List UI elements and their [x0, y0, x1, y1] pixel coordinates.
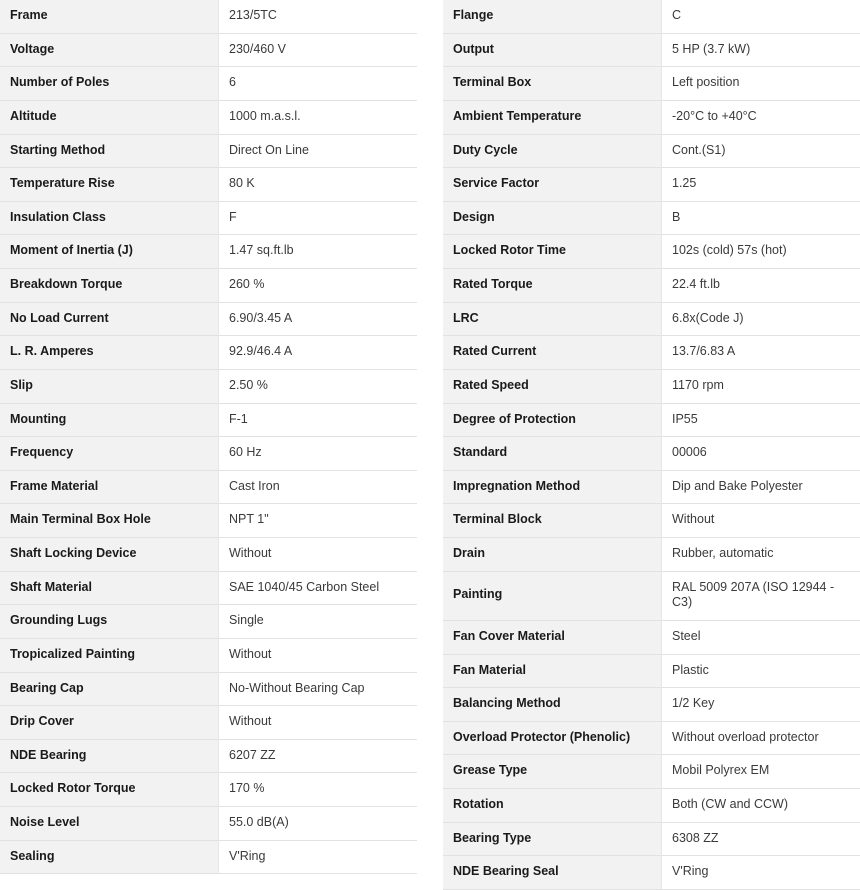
spec-value: Rubber, automatic	[662, 538, 860, 572]
spec-value: F-1	[219, 403, 418, 437]
spec-value: Dip and Bake Polyester	[662, 470, 860, 504]
spec-value: -20°C to +40°C	[662, 100, 860, 134]
spec-label: Shaft Material	[0, 571, 219, 605]
spec-value: 00006	[662, 437, 860, 471]
spec-value: 13.7/6.83 A	[662, 336, 860, 370]
specifications-table-left-body	[0, 0, 417, 874]
spec-value: 102s (cold) 57s (hot)	[662, 235, 860, 269]
spec-label: Drip Cover	[0, 706, 219, 740]
spec-label: Output	[443, 33, 662, 67]
spec-label: Shaft Locking Device	[0, 538, 219, 572]
spec-value: Without	[219, 706, 418, 740]
spec-value: V'Ring	[662, 856, 860, 890]
table-row	[443, 688, 860, 722]
table-row	[0, 672, 417, 706]
spec-label: Number of Poles	[0, 67, 219, 101]
spec-label: Starting Method	[0, 134, 219, 168]
spec-value: 60 Hz	[219, 437, 418, 471]
table-row	[0, 470, 417, 504]
table-row	[443, 0, 860, 33]
table-row	[443, 134, 860, 168]
spec-value: Plastic	[662, 654, 860, 688]
table-row	[0, 437, 417, 471]
table-row	[443, 789, 860, 823]
table-row	[0, 100, 417, 134]
specifications-table-left	[0, 0, 417, 874]
spec-label: NDE Bearing	[0, 739, 219, 773]
table-row	[443, 100, 860, 134]
spec-value: RAL 5009 207A (ISO 12944 - C3)	[662, 571, 860, 620]
spec-value: Without	[219, 538, 418, 572]
spec-value: 230/460 V	[219, 33, 418, 67]
spec-label: NDE Bearing Seal	[443, 856, 662, 890]
spec-value: Direct On Line	[219, 134, 418, 168]
spec-value: 6.8x(Code J)	[662, 302, 860, 336]
table-row	[0, 33, 417, 67]
spec-value: 170 %	[219, 773, 418, 807]
spec-value: Steel	[662, 620, 860, 654]
spec-label: Noise Level	[0, 807, 219, 841]
spec-label: Altitude	[0, 100, 219, 134]
spec-label: LRC	[443, 302, 662, 336]
table-row	[443, 620, 860, 654]
spec-label: L. R. Amperes	[0, 336, 219, 370]
table-row	[0, 168, 417, 202]
table-row	[0, 504, 417, 538]
spec-value: 6.90/3.45 A	[219, 302, 418, 336]
table-row	[0, 807, 417, 841]
spec-value: Without	[219, 638, 418, 672]
spec-label: Flange	[443, 0, 662, 33]
table-row	[443, 33, 860, 67]
table-row	[0, 369, 417, 403]
table-row	[443, 235, 860, 269]
spec-label: Ambient Temperature	[443, 100, 662, 134]
spec-label: Locked Rotor Time	[443, 235, 662, 269]
table-row	[0, 739, 417, 773]
spec-label: Rated Speed	[443, 369, 662, 403]
spec-label: Bearing Cap	[0, 672, 219, 706]
specifications-column-right	[430, 0, 860, 890]
spec-label: Moment of Inertia (J)	[0, 235, 219, 269]
specifications-table-right	[443, 0, 860, 890]
table-row	[0, 605, 417, 639]
spec-label: Temperature Rise	[0, 168, 219, 202]
table-row	[0, 638, 417, 672]
spec-label: Breakdown Torque	[0, 269, 219, 303]
spec-label: Insulation Class	[0, 201, 219, 235]
spec-label: Degree of Protection	[443, 403, 662, 437]
spec-value: SAE 1040/45 Carbon Steel	[219, 571, 418, 605]
spec-label: Terminal Box	[443, 67, 662, 101]
spec-label: Painting	[443, 571, 662, 620]
spec-label: Slip	[0, 369, 219, 403]
spec-value: F	[219, 201, 418, 235]
spec-label: Locked Rotor Torque	[0, 773, 219, 807]
spec-label: Rated Current	[443, 336, 662, 370]
spec-label: No Load Current	[0, 302, 219, 336]
spec-label: Balancing Method	[443, 688, 662, 722]
spec-label: Design	[443, 201, 662, 235]
spec-value: 1000 m.a.s.l.	[219, 100, 418, 134]
spec-label: Bearing Type	[443, 822, 662, 856]
table-row	[0, 67, 417, 101]
table-row	[443, 269, 860, 303]
spec-label: Voltage	[0, 33, 219, 67]
table-row	[443, 856, 860, 890]
specifications-table-right-body	[443, 0, 860, 889]
spec-label: Impregnation Method	[443, 470, 662, 504]
spec-value: Without	[662, 504, 860, 538]
spec-value: 1.47 sq.ft.lb	[219, 235, 418, 269]
table-row	[443, 168, 860, 202]
spec-value: NPT 1"	[219, 504, 418, 538]
spec-label: Overload Protector (Phenolic)	[443, 721, 662, 755]
spec-value: 5 HP (3.7 kW)	[662, 33, 860, 67]
table-row	[0, 269, 417, 303]
spec-value: 6308 ZZ	[662, 822, 860, 856]
spec-value: 213/5TC	[219, 0, 418, 33]
table-row	[0, 706, 417, 740]
spec-value: B	[662, 201, 860, 235]
spec-value: Cast Iron	[219, 470, 418, 504]
table-row	[443, 721, 860, 755]
spec-value: Both (CW and CCW)	[662, 789, 860, 823]
spec-value: 1170 rpm	[662, 369, 860, 403]
spec-value: C	[662, 0, 860, 33]
spec-label: Tropicalized Painting	[0, 638, 219, 672]
spec-value: Mobil Polyrex EM	[662, 755, 860, 789]
table-row	[443, 822, 860, 856]
spec-value: Left position	[662, 67, 860, 101]
table-row	[443, 67, 860, 101]
spec-label: Rated Torque	[443, 269, 662, 303]
spec-value: 92.9/46.4 A	[219, 336, 418, 370]
table-row	[443, 369, 860, 403]
spec-value: V'Ring	[219, 840, 418, 874]
spec-value: 1/2 Key	[662, 688, 860, 722]
table-row	[443, 437, 860, 471]
table-row	[0, 336, 417, 370]
spec-label: Drain	[443, 538, 662, 572]
spec-value: IP55	[662, 403, 860, 437]
table-row	[443, 201, 860, 235]
spec-value: 6207 ZZ	[219, 739, 418, 773]
table-row	[0, 201, 417, 235]
spec-value: 260 %	[219, 269, 418, 303]
spec-value: Without overload protector	[662, 721, 860, 755]
spec-value: 1.25	[662, 168, 860, 202]
spec-value: 6	[219, 67, 418, 101]
spec-value: Cont.(S1)	[662, 134, 860, 168]
spec-label: Standard	[443, 437, 662, 471]
spec-label: Fan Cover Material	[443, 620, 662, 654]
spec-label: Grounding Lugs	[0, 605, 219, 639]
table-row	[0, 134, 417, 168]
spec-value: 2.50 %	[219, 369, 418, 403]
table-row	[443, 403, 860, 437]
spec-value: 55.0 dB(A)	[219, 807, 418, 841]
spec-label: Frequency	[0, 437, 219, 471]
spec-label: Sealing	[0, 840, 219, 874]
spec-label: Frame Material	[0, 470, 219, 504]
spec-label: Terminal Block	[443, 504, 662, 538]
spec-label: Fan Material	[443, 654, 662, 688]
table-row	[0, 235, 417, 269]
table-row	[443, 755, 860, 789]
spec-label: Service Factor	[443, 168, 662, 202]
table-row	[443, 302, 860, 336]
table-row	[443, 571, 860, 620]
spec-label: Grease Type	[443, 755, 662, 789]
table-row	[443, 538, 860, 572]
spec-label: Mounting	[0, 403, 219, 437]
table-row	[443, 470, 860, 504]
spec-label: Duty Cycle	[443, 134, 662, 168]
spec-label: Rotation	[443, 789, 662, 823]
table-row	[0, 302, 417, 336]
table-row	[0, 773, 417, 807]
table-row	[0, 403, 417, 437]
table-row	[443, 336, 860, 370]
table-row	[443, 504, 860, 538]
spec-value: Single	[219, 605, 418, 639]
table-row	[0, 0, 417, 33]
spec-value: No-Without Bearing Cap	[219, 672, 418, 706]
table-row	[0, 840, 417, 874]
spec-value: 80 K	[219, 168, 418, 202]
table-row	[443, 654, 860, 688]
table-row	[0, 538, 417, 572]
spec-value: 22.4 ft.lb	[662, 269, 860, 303]
table-row	[0, 571, 417, 605]
spec-label: Frame	[0, 0, 219, 33]
spec-label: Main Terminal Box Hole	[0, 504, 219, 538]
